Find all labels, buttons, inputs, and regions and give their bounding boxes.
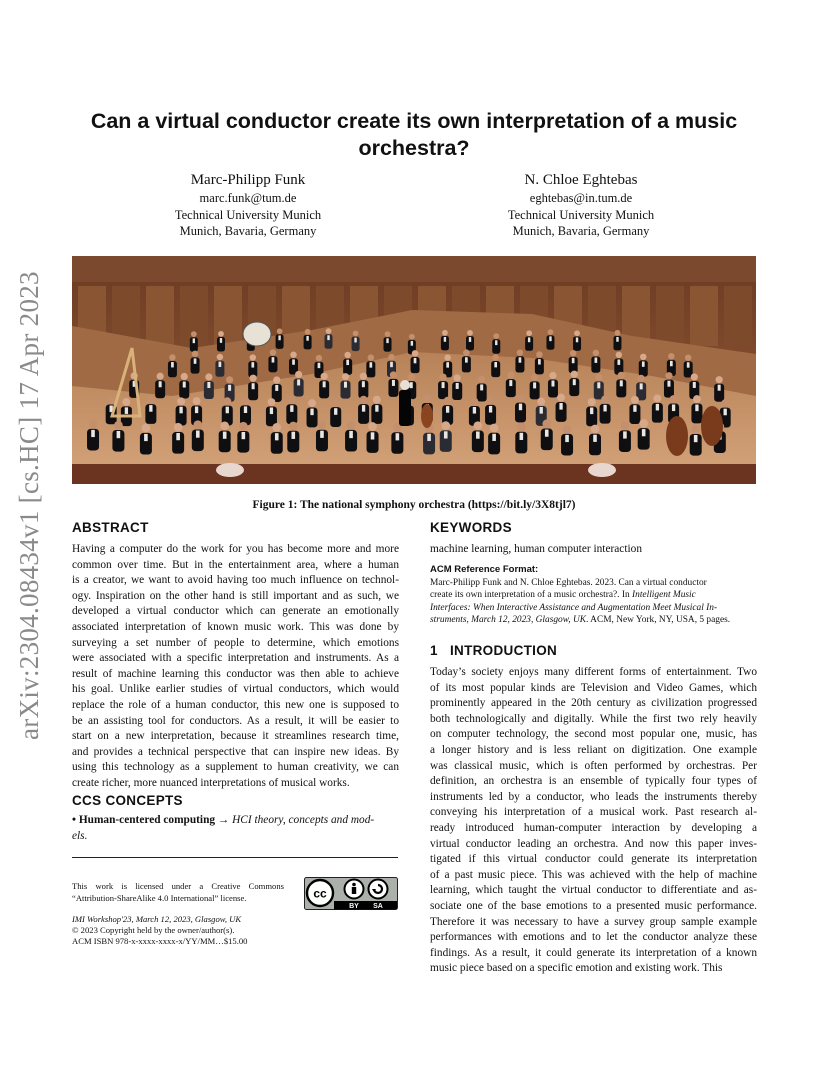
title-line-2: orchestra? [358,136,470,160]
paper-title [72,108,756,162]
abstract-line: and provides a technical perspective that can inspire new ideas. By [72,745,399,758]
abstract-body [72,542,399,792]
ccs-concept: HCI theory, concepts and mod- [232,814,375,826]
abstract-line: his goal. Unlike earlier studies of virtual conductors, which would [72,683,399,696]
abstract-heading: ABSTRACT [72,520,149,535]
author-affiliation: Technical University Munich [507,207,655,222]
abstract-line: were associated with a specific interpretation and instruments. As a [72,652,399,665]
introduction-line: a longer history and is less reliant on digitization. One example [430,743,757,756]
abstract-line: using this technology as a supplement to human creativity, we can [72,761,399,774]
author-location: Munich, Bavaria, Germany [512,224,650,238]
introduction-line: instruments led by a conductor, who leads the instruments thereby [430,790,757,803]
keywords-heading: KEYWORDS [430,520,512,535]
abstract-line: Having a computer do the work for you has become more and more [72,543,399,555]
acm-reference-heading: ACM Reference Format: [430,564,539,575]
abstract-line: start on a new interpretation, because it streamlines research time, [72,730,399,743]
abstract-line: developed a virtual conductor which can generate an emotionally [72,605,399,618]
author-email[interactable]: eghtebas@in.tum.de [529,191,633,205]
introduction-line: conveying his interpretation of a musical work. Past research al- [430,806,757,819]
venue-line: IMI Workshop'23, March 12, 2023, Glasgow, UK [72,914,242,924]
introduction-line: Today’s society enjoys many different forms of entertainment. Two [430,666,757,678]
ccs-concept-cont: els. [72,829,88,842]
author-location: Munich, Bavaria, Germany [179,224,317,238]
introduction-line: tigated if this virtual conductor could generate its interpretation [430,853,757,866]
license-text: This work is licensed under a Creative Commons “Attribution-ShareAlike 4.0 International” license. [72,881,284,903]
author-name: Marc-Philipp Funk [190,172,306,188]
publication-footer [72,914,398,948]
title-line-1: Can a virtual conductor create its own interpretation of a music [90,109,738,133]
sa-icon [369,880,388,899]
introduction-line: ready introduced human-computer interaction by developing a [430,821,757,834]
introduction-line: prominently appeared in the 20th century as civilization progressed [430,697,757,710]
stage-front [72,464,756,484]
abstract-line: result of machine learning this conductor was then able to achieve [72,667,399,680]
introduction-line: sociate one of the base emotions to a presented music performance. [430,899,757,912]
introduction-line: of a past music piece. This was achieved with the help of machine [430,868,757,881]
introduction-line: music piece based on a specific emotion and existing work. This [430,962,723,975]
introduction-line: virtual conductor leading an orchestra. And now this paper inves- [430,837,757,850]
orchestra-illustration [72,256,756,484]
footnote-divider [72,857,398,858]
author-affiliation: Technical University Munich [174,207,322,222]
acm-ref-line: create its own interpretation of a music orchestra?. In [430,590,633,601]
abstract-line: common over time. But in the entertainment area, where a human [72,558,399,571]
acm-ref-publisher: . ACM, New York, NY, USA, 5 pages. [586,614,731,625]
abstract-line: surveying a set number of people to determine, which emotions [72,636,399,649]
acm-ref-venue: Intelligent Music [632,590,696,601]
author-block-1 [118,170,378,240]
introduction-heading [430,643,557,658]
svg-text:cc: cc [313,886,327,901]
introduction-body [430,665,757,977]
introduction-line: of its most popular kinds are Television and Video Games, which [430,681,757,694]
author-email[interactable]: marc.funk@tum.de [199,191,297,205]
acm-ref-line: Marc-Philipp Funk and N. Chloe Eghtebas. 2023. Can a virtual conductor [430,578,707,588]
keywords-text: machine learning, human computer interaction [430,543,642,555]
section-number: 1 [430,643,438,658]
abstract-line: is a creator, we want to avoid having too much influence on technol- [72,574,399,587]
acm-ref-venue-cont: Interfaces: When Interactive Assistance and Augmentation Meet Musical In- [430,602,718,613]
acm-reference-body [430,577,757,626]
isbn-line: ACM ISBN 978-x-xxxx-xxxx-x/YY/MM…$15.00 [72,936,248,947]
orchestra-photo [72,256,756,484]
copyright-line: © 2023 Copyright held by the owner/author(s). [72,925,235,936]
introduction-line: both technologically and digitally. While the first two rely heavily [430,712,757,725]
introduction-line: Therefore it was necessary to have a survey group sample example [430,915,757,928]
ccs-bullet: • [72,814,76,826]
badge-sa-label: SA [373,903,383,910]
ccs-term: Human-centered computing [78,814,216,826]
section-title: INTRODUCTION [449,643,558,658]
introduction-line: on computer technology, the second most popular one, music, has [430,728,757,741]
cc-by-sa-badge[interactable] [304,877,398,910]
abstract-line: replace the role of a human conductor, this new one is supposed to [72,698,399,711]
arxiv-stamp: arXiv:2304.08434v1 [cs.HC] 17 Apr 2023 [14,271,44,740]
acm-ref-date: struments, March 12, 2023, Glasgow, UK [430,614,586,625]
ccs-heading: CCS CONCEPTS [72,793,183,808]
top-panel [72,256,756,282]
ccs-arrow: → [217,814,230,826]
figure-caption: Figure 1: The national symphony orchestra (https://bit.ly/3X8tjl7) [252,499,576,511]
introduction-line: performances with emotions and to let the conductor analyze these [430,931,757,944]
ccs-body [72,813,399,844]
author-name: N. Chloe Eghtebas [524,172,638,188]
badge-by-label: BY [349,903,359,910]
introduction-line: findings. As a result, it could generate its interpretation of a known [430,946,757,959]
abstract-line: be an assisting tool for conductors. As a result, it will be easier to [72,714,399,727]
introduction-line: was classical music, which is often performed by orchestras. Per [430,759,757,772]
introduction-line: definition, an orchestra is an ensemble of typically four types of [430,775,757,788]
introduction-line: learning, which taught the virtual conductor to differentiate and as- [430,884,757,897]
author-block-2 [451,170,711,240]
abstract-line: create richer, more nuanced interpretations of musical works. [72,776,350,789]
abstract-line: associated interpretation of known music work. This was done by [72,620,399,633]
abstract-line: ogy. Inspiration on the other hand is still important and as such, we [72,589,399,602]
